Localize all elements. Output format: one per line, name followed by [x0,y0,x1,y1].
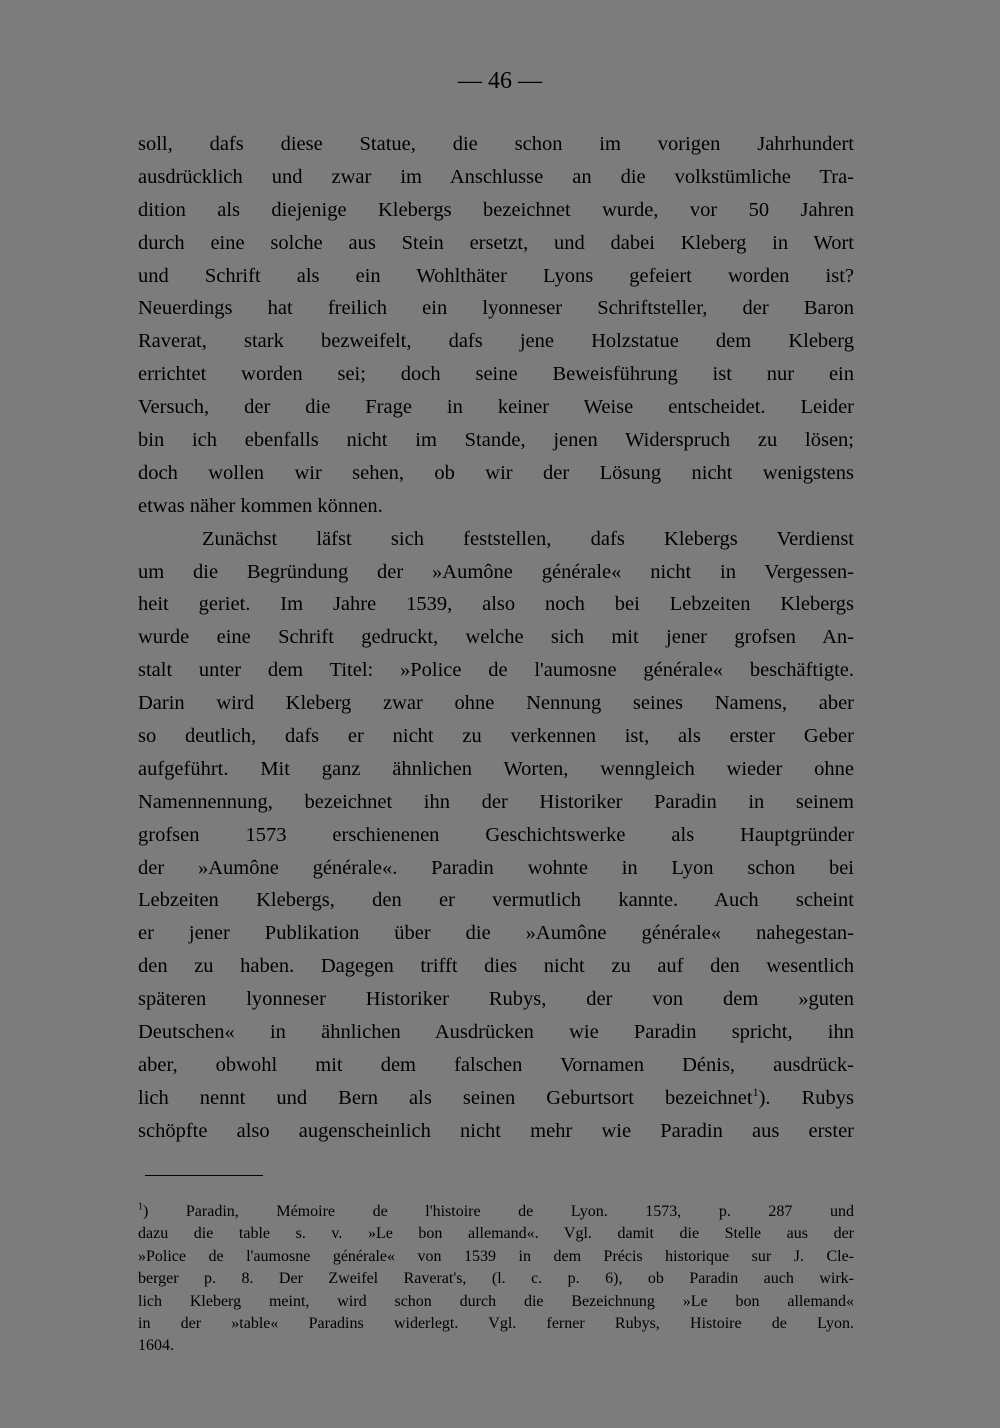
footnote-line: lich Kleberg meint, wird schon durch die Bezeichnung »Le bon allemand« [138,1292,854,1310]
text-line: Namennennung, bezeichnet ihn der Historiker Paradin in seinem [138,790,854,813]
footnote-divider [145,1175,263,1176]
text-line: späteren lyonneser Historiker Rubys, der von dem »guten [138,988,854,1011]
footnote-line: in der »table« Paradins widerlegt. Vgl. ferner Rubys, Histoire de Lyon. [138,1314,854,1332]
text-line: schöpfte also augenscheinlich nicht mehr wie Paradin aus erster [138,1119,854,1142]
page-number: — 46 — [458,68,542,94]
footnotes [138,1201,854,1358]
text-line: dition als diejenige Klebergs bezeichnet wurde, vor 50 Jahren [138,198,854,221]
text-line: Neuerdings hat freilich ein lyonneser Schriftsteller, der Baron [138,297,854,320]
footnote-reference: 1 [752,1085,759,1099]
text-line: der »Aumône générale«. Paradin wohnte in Lyon schon bei [138,856,854,879]
footnote-line: dazu die table s. v. »Le bon allemand«. Vgl. damit die Stelle aus der [138,1225,854,1243]
footnote-line: berger p. 8. Der Zweifel Raverat's, (l. c. p. 6), ob Paradin auch wirk- [138,1270,854,1288]
footnote-line: 1604. [138,1337,174,1355]
text-line: er jener Publikation über die »Aumône générale« nahegestan- [138,922,854,945]
text-line: grofsen 1573 erschienenen Geschichtswerke als Hauptgründer [138,823,854,846]
text-line: durch eine solche aus Stein ersetzt, und dabei Kleberg in Wort [138,231,854,254]
body-text [138,128,854,1148]
text-line: den zu haben. Dagegen trifft dies nicht zu auf den wesentlich [138,955,854,978]
text-line: etwas näher kommen können. [138,494,383,517]
text-line: so deutlich, dafs er nicht zu verkennen ist, als erster Geber [138,725,854,748]
text-line: Deutschen« in ähnlichen Ausdrücken wie Paradin spricht, ihn [138,1021,854,1044]
footnote-marker: 1 [138,1201,143,1213]
text-line: Lebzeiten Klebergs, den er vermutlich kannte. Auch scheint [138,889,854,912]
text-line: Raverat, stark bezweifelt, dafs jene Holzstatue dem Kleberg [138,330,854,353]
text-line: Darin wird Kleberg zwar ohne Nennung seines Namens, aber [138,692,854,715]
text-line: und Schrift als ein Wohlthäter Lyons gefeiert worden ist? [138,264,854,287]
line-text: lich nennt und Bern als seinen Geburtsort bezeichnet [138,1086,753,1109]
footnote-line: »Police de l'aumosne générale« von 1539 in dem Précis historique sur J. Cle- [138,1247,854,1265]
text-line: doch wollen wir sehen, ob wir der Lösung nicht wenigstens [138,461,854,484]
text-line: heit geriet. Im Jahre 1539, also noch bei Lebzeiten Klebergs [138,593,854,616]
text-line-with-footnote-ref [138,1082,854,1115]
footnote-text: ) Paradin, Mémoire de l'histoire de Lyon. 1573, p. 287 und [143,1203,854,1220]
text-line: Zunächst läfst sich feststellen, dafs Klebergs Verdienst [202,527,854,550]
text-line: ausdrücklich und zwar im Anschlusse an die volkstümliche Tra- [138,165,854,188]
text-line: stalt unter dem Titel: »Police de l'aumosne générale« beschäftigte. [138,659,854,682]
text-line: bin ich ebenfalls nicht im Stande, jenen Widerspruch zu lösen; [138,429,854,452]
text-line: um die Begründung der »Aumône générale« nicht in Vergessen- [138,560,854,583]
text-line: aber, obwohl mit dem falschen Vornamen Dénis, ausdrück- [138,1053,854,1076]
text-line: errichtet worden sei; doch seine Beweisführung ist nur ein [138,363,854,386]
text-line: aufgeführt. Mit ganz ähnlichen Worten, wenngleich wieder ohne [138,757,854,780]
footnote-line [138,1201,854,1223]
text-line: wurde eine Schrift gedruckt, welche sich mit jener grofsen An- [138,626,854,649]
text-line: Versuch, der die Frage in keiner Weise entscheidet. Leider [138,396,854,419]
line-tail: ). Rubys [758,1086,854,1109]
text-line: soll, dafs diese Statue, die schon im vorigen Jahrhundert [138,133,854,155]
